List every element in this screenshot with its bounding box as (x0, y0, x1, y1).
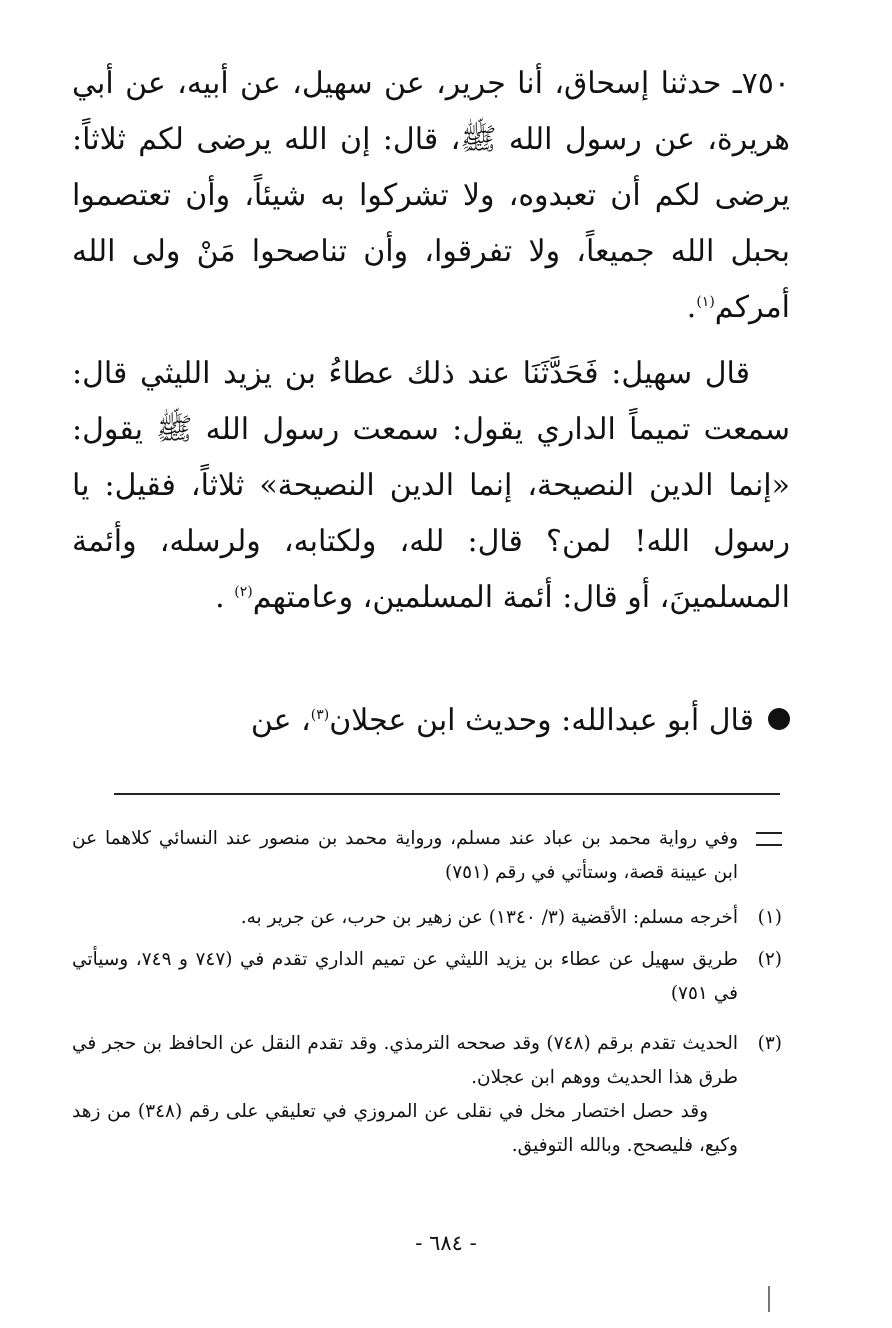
continuation-mark-icon (756, 832, 782, 846)
footnote-3-text-2: وقد حصل اختصار مخل في نقلى عن المروزي في تعليقي على رقم (٣٤٨) من زهد وكيع، فليصحح. وبالله التوفيق. (72, 1101, 738, 1156)
page-number: - ٦٨٤ - (415, 1231, 477, 1255)
footnote-3-text: الحديث تقدم برقم (٧٤٨) وقد صححه الترمذي. وقد تقدم النقل عن الحافظ بن حجر في طرق هذا الحديث ووهم ابن عجلان. (72, 1033, 738, 1088)
footnote-separator (114, 793, 780, 795)
footnote-3-number: (٣) (757, 1033, 782, 1054)
footnote-marker-2: (٢) (234, 584, 253, 600)
footnote-continuation (72, 822, 782, 890)
footnote-1-number: (١) (757, 907, 782, 928)
footnote-1 (72, 901, 782, 935)
footnote-2-text: طريق سهيل عن عطاء بن يزيد الليثي عن تميم الداري تقدم في (٧٤٧ و ٧٤٩، وسيأتي في ٧٥١) (72, 949, 739, 1004)
suhail-end: . (215, 580, 225, 615)
footnote-marker-1: (١) (696, 294, 715, 310)
footnote-1-text: أخرجه مسلم: الأقضية (٣/ ١٣٤٠) عن زهير بن حرب، عن جرير به. (240, 907, 738, 928)
abu-abdullah-paragraph (72, 693, 790, 749)
abu-abdullah-text: قال أبو عبدالله: وحديث ابن عجلان (329, 703, 754, 738)
footnote-2 (72, 943, 782, 1011)
footnote-2-number: (٢) (757, 949, 782, 970)
footnote-continuation-text: وفي رواية محمد بن عباد عند مسلم، ورواية محمد بن منصور عند النسائي كلاهما عن ابن عيينة قصة، وستأتي في رقم (٧٥١) (72, 828, 738, 883)
suhail-paragraph (72, 346, 790, 626)
scan-edge-mark (768, 1286, 770, 1312)
hadith-750-paragraph (72, 56, 790, 336)
suhail-text: قال سهيل: فَحَدَّثَنَا عند ذلك عطاءُ بن يزيد الليثي قال: سمعت تميماً الداري يقول: سمعت رسول الله ﷺ يقول: «إنما الدين النصيحة، إنما الدين النصيحة» ثلاثاً، فقيل: يا رسول الله! لمن؟ قال: لله، ولكتابه، ولرسله، وأئمة المسلمينَ، أو قال: أئمة المسلمين، وعامتهم (72, 356, 790, 615)
footnote-marker-3: (٣) (310, 707, 330, 723)
hadith-number: ٧٥٠ـ (732, 66, 790, 101)
hadith-text: حدثنا إسحاق، أنا جرير، عن سهيل، عن أبيه، عن أبي هريرة، عن رسول الله ﷺ، قال: إن الله يرضى لكم ثلاثاً: يرضى لكم أن تعبدوه، ولا تشركوا به شيئاً، وأن تعتصموا بحبل الله جميعاً، ولا تفرقوا، وأن تناصحوا مَنْ ولى الله أمركم (72, 66, 790, 325)
footnote-3 (72, 1027, 782, 1163)
hadith-end: . (686, 290, 697, 325)
bullet-icon (768, 708, 790, 730)
abu-abdullah-text-after: ، عن (250, 703, 311, 738)
